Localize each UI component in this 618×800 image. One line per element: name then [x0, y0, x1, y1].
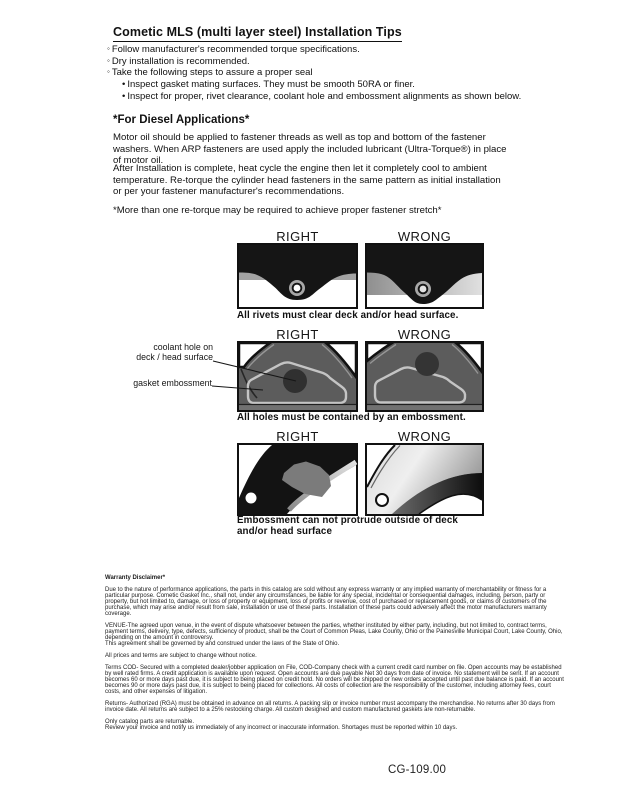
tip-text: Dry installation is recommended.: [111, 55, 250, 67]
figure-protrusion-wrong: [365, 443, 484, 516]
figure-protrusion-right: [237, 443, 358, 516]
bullet-icon: •: [122, 79, 126, 91]
figure-caption: [237, 516, 458, 537]
retorque-note: *More than one re-torque may be required to achieve proper fastener stretch*: [113, 205, 442, 216]
list-item: [107, 91, 521, 103]
tip-text: Inspect for proper, rivet clearance, coolant hole and embossment alignments as shown below.: [127, 90, 522, 102]
diesel-heading: *For Diesel Applications*: [113, 114, 250, 126]
open-bullet-icon: ◦: [107, 55, 110, 65]
caption-line: and/or head surface: [237, 525, 332, 537]
bullet-icon: •: [122, 90, 126, 102]
figure-caption: All holes must be contained by an embossment.: [237, 412, 466, 423]
list-item: [107, 44, 521, 56]
annotation-leader-lines: [110, 340, 310, 400]
page-number: CG-109.00: [388, 764, 447, 776]
figure-rivet-right: [237, 243, 358, 309]
disclaimer-heading: Warranty Disclaimer*: [105, 573, 166, 581]
disclaimer-paragraph: Returns- Authorized (RGA) must be obtained in advance on all returns. A packing slip or invoice number must accompany the merchandise. No returns after 30 days from invoice date. All returns are subject to a 25% restocking charge. All custom designed and custom manufactured gaskets are non-returnable.: [105, 699, 555, 713]
caption-line: Embossment can not protrude outside of deck: [237, 515, 458, 526]
disclaimer-paragraph: Only catalog parts are returnable.: [105, 717, 195, 725]
right-label: RIGHT: [276, 429, 319, 444]
list-item: [107, 67, 521, 79]
tips-list: [107, 44, 521, 103]
warranty-disclaimer-section: [105, 574, 567, 754]
figure-caption: All rivets must clear deck and/or head surface.: [237, 310, 459, 321]
open-bullet-icon: ◦: [107, 67, 110, 77]
gasket-embossment-annotation: gasket embossment: [133, 378, 212, 388]
figure-rivet-wrong: [365, 243, 484, 309]
disclaimer-paragraph: All prices and terms are subject to change without notice.: [105, 651, 257, 659]
disclaimer-paragraph: This agreement shall be governed by and construed under the laws of the State of Ohio.: [105, 639, 340, 647]
page-title: Cometic MLS (multi layer steel) Installation Tips: [113, 25, 402, 42]
tip-text: Inspect gasket mating surfaces. They must be smooth 50RA or finer.: [127, 79, 415, 91]
wrong-label: WRONG: [397, 229, 452, 244]
figure-embossment-wrong: [365, 341, 484, 412]
list-item: [107, 79, 521, 91]
diesel-paragraph: After Installation is complete, heat cycle the engine then let it completely cool to ambient temperature. Re-torque the cylinder head fasteners in the same pattern as initial installation or per your fastener manufacturer's recommendations.: [113, 163, 501, 198]
diesel-paragraph: Motor oil should be applied to fastener threads as well as top and bottom of the fastener washers. When ARP fasteners are used apply the included lubricant (Ultra-Torque®) in place of motor oil.: [113, 132, 507, 167]
right-label: RIGHT: [276, 327, 319, 342]
annotation-line: deck / head surface: [136, 351, 213, 362]
open-bullet-icon: ◦: [107, 44, 110, 53]
tip-text: Take the following steps to assure a proper seal: [111, 67, 313, 79]
disclaimer-paragraph: Due to the nature of performance applications, the parts in this catalog are sold without any express warranty or any implied warranty of merchantability or fitness for a particular purpose. Cometic Gasket Inc., shall not, under any circumstances, be liable for any special, incidental or consequential damages, including, person, party or property, but not limited to, damage, or loss of property or equipment, loss of profits or revenue, cost of purchased or replacement goods, or claims of customers of the purchase, which may arise and/or result from sale, installation or use of these parts. Installation of these parts could adversely affect the motor manufacturers warranty coverage.: [105, 585, 547, 617]
disclaimer-paragraph: Terms COD- Secured with a completed dealer/jobber application on File, COD-Company check with a current credit card number on file. Open accounts may be established by well rated firms. A credit application is available upon request. Open accounts are due payable Net 30 days from date of invoice. No statement will be sent. If an account becomes 60 or more days past due, it is subject to being placed on credit hold. No orders will be shipped or new orders accepted until past due balance is paid. If an account becomes 90 or more days past due, it is subject to being placed for collections. All costs of collection are the responsibility of the customer, including attorney fees, court costs, and other expenses of litigation.: [105, 663, 564, 695]
disclaimer-paragraph: Review your invoice and notify us immediately of any incorrect or inaccurate information. Shortages must be reported within 10 days.: [105, 723, 458, 731]
wrong-label: WRONG: [397, 429, 452, 444]
list-item: [107, 56, 521, 68]
tip-text: Follow manufacturer's recommended torque specifications.: [111, 44, 360, 55]
right-label: RIGHT: [276, 229, 319, 244]
wrong-label: WRONG: [397, 327, 452, 342]
annotation-line: coolant hole on: [153, 342, 213, 352]
disclaimer-paragraph: VENUE-The agreed upon venue, in the event of dispute whatsoever between the parties, whether instituted by either party, including, but not limited to, contract terms, payment terms, delivery, type, defects, sufficiency of product, shall be the Court of Common Pleas, Lake County, Ohio or the Painesville Municipal Court, Lake County, Ohio, depending on the amount in controversy.: [105, 621, 563, 641]
